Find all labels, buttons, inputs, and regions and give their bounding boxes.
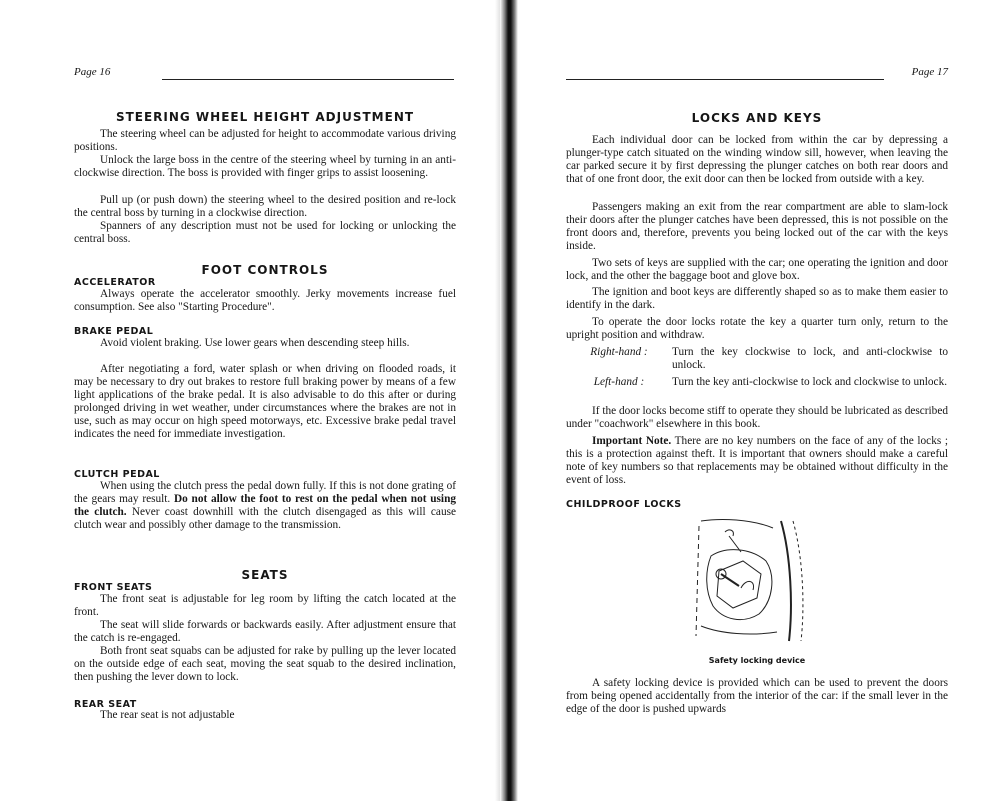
right-page	[566, 0, 948, 801]
important-note-text: There are no key numbers on the face of any of the locks ; this is a protection against theft. It is important that owners should make a careful note of key numbers so that replacements may be obtained without difficulty in the event of loss.	[566, 435, 948, 487]
childproof-para-1: A safety locking device is provided which can be used to prevent the doors from being opened accidentally from the interior of the car: if the small lever in the edge of the door is pushed upwards	[566, 677, 948, 716]
clutch-text-end: Never coast downhill with the clutch disengaged as this will cause clutch wear and possibly other damage to the transmission.	[74, 506, 456, 532]
clutch-title: CLUTCH PEDAL	[74, 469, 160, 480]
right-hand-text: Turn the key clockwise to lock, and anti-clockwise to unlock.	[672, 346, 948, 372]
steering-para-1: The steering wheel can be adjusted for height to accommodate various driving positions.	[74, 128, 456, 154]
locks-para-3: Two sets of keys are supplied with the car; one operating the ignition and door lock, and the other the baggage boot and glove box.	[566, 257, 948, 283]
door-edge-left	[696, 526, 699, 636]
steering-para-4: Spanners of any description must not be used for locking or unlocking the central boss.	[74, 220, 456, 246]
lock-plate	[707, 550, 772, 620]
clutch-text-bold: Do not allow the foot to rest on the pedal when not using the clutch.	[74, 493, 456, 519]
important-note	[566, 435, 948, 487]
clutch-text-start: When using the clutch press the pedal down fully. If this is not done grating of the gears may result.	[74, 480, 456, 506]
header-rule	[162, 79, 454, 80]
locks-para-4: The ignition and boot keys are differently shaped so as to make them easier to identify in the dark.	[566, 286, 948, 312]
locks-para-2: Passengers making an exit from the rear compartment are able to slam-lock their doors after the plunger catches have been depressed, this is not possible on the front doors and, therefore, prevents you being locked out of the car with the keys inside.	[566, 201, 948, 253]
childproof-title: CHILDPROOF LOCKS	[566, 499, 682, 510]
catch	[741, 581, 754, 590]
important-note-label: Important Note.	[592, 435, 672, 447]
locks-para-6: If the door locks become stiff to operate they should be lubricated as described under "coachwork" elsewhere in this book.	[566, 405, 948, 431]
steering-heading: STEERING WHEEL HEIGHT ADJUSTMENT	[115, 110, 415, 124]
locks-para-5: To operate the door locks rotate the key a quarter turn only, return to the upright position and withdraw.	[566, 316, 948, 342]
steering-para-3: Pull up (or push down) the steering wheel to the desired position and re-lock the central boss by turning in a clockwise direction.	[74, 194, 456, 220]
safety-locking-device-illustration	[681, 516, 811, 646]
accelerator-title: ACCELERATOR	[74, 277, 156, 288]
front-seats-title: FRONT SEATS	[74, 582, 153, 593]
door-bottom-edge	[701, 626, 777, 634]
clutch-text	[74, 480, 456, 532]
door-frame	[781, 521, 791, 641]
rear-seat-text: The rear seat is not adjustable	[100, 709, 235, 721]
right-hand-label: Right-hand :	[590, 346, 648, 358]
page-number: Page 16	[74, 66, 111, 78]
brake-para-1: Avoid violent braking. Use lower gears when descending steep hills.	[100, 337, 410, 349]
book-spine	[500, 0, 518, 801]
door-top-edge	[701, 519, 773, 528]
steering-para-2: Unlock the large boss in the centre of the steering wheel by turning in an anti-clockwise direction. The boss is provided with finger grips to assist loosening.	[74, 154, 456, 180]
rear-seat-title: REAR SEAT	[74, 699, 137, 710]
brake-title: BRAKE PEDAL	[74, 326, 154, 337]
left-hand-text: Turn the key anti-clockwise to lock and clockwise to unlock.	[672, 376, 948, 388]
accelerator-text: Always operate the accelerator smoothly. Jerky movements increase fuel consumption. See also "Starting Procedure".	[74, 288, 456, 314]
header-rule	[566, 79, 884, 80]
left-hand-row	[566, 376, 948, 389]
locks-para-1: Each individual door can be locked from within the car by depressing a plunger-type catch situated on the winding window sill, however, when leaving the car parked secure it by first depressing the plunger catches on both rear doors and that of one front door, the exit door can then be locked from outside with a key.	[566, 134, 948, 186]
seats-heading: SEATS	[241, 568, 289, 582]
page-number: Page 17	[911, 66, 948, 78]
lock-housing	[717, 561, 761, 608]
front-seats-para-2: The seat will slide forwards or backwards easily. After adjustment ensure that the catch is re-engaged.	[74, 619, 456, 645]
door-seal	[793, 521, 803, 641]
locks-heading: LOCKS AND KEYS	[691, 111, 823, 125]
right-hand-row	[566, 346, 948, 372]
lever-arm	[721, 574, 739, 586]
left-page	[74, 0, 456, 801]
front-seats-para-3: Both front seat squabs can be adjusted for rake by pulling up the lever located on the outside edge of each seat, moving the seat squab to the desired inclination, then pushing the lever down to lock.	[74, 645, 456, 684]
figure-caption: Safety locking device	[708, 656, 806, 665]
left-hand-label: Left-hand :	[593, 376, 645, 388]
foot-controls-heading: FOOT CONTROLS	[201, 263, 329, 277]
front-seats-para-1: The front seat is adjustable for leg room by lifting the catch located at the front.	[74, 593, 456, 619]
pointer-arrow	[725, 530, 733, 536]
brake-para-2: After negotiating a ford, water splash or when driving on flooded roads, it may be necessary to dry out brakes to restore full braking power by means of a few light applications of the brake pedal. It is also advisable to do this after or during prolonged driving in wet weather, under circumstances where the brakes are not in use, such as may occur on high speed motorways, etc. Excessive brake pedal travel indicates the need for immediate investigation.	[74, 363, 456, 441]
